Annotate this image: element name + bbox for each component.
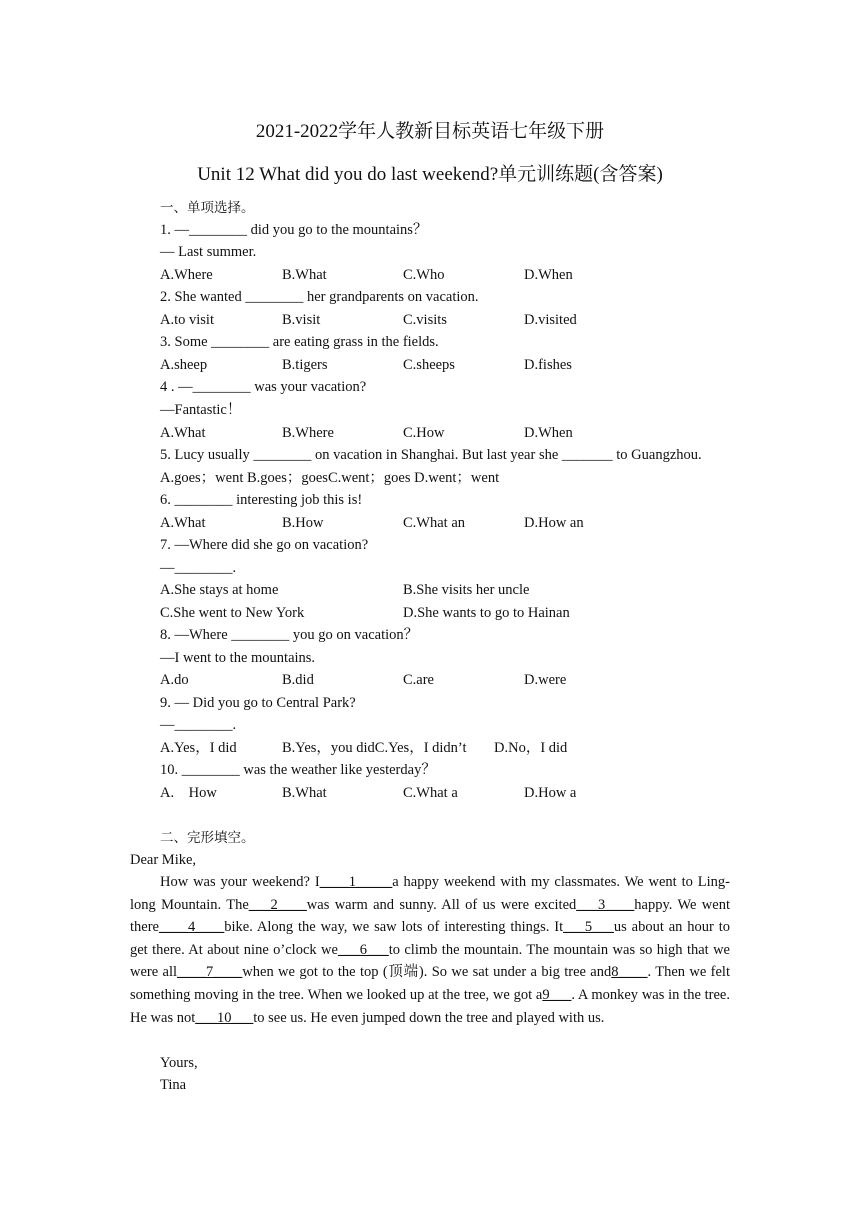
q9-stem: 9. — Did you go to Central Park? xyxy=(160,695,356,711)
document-subtitle: Unit 12 What did you do last weekend?单元训练题(含答案) xyxy=(197,164,663,185)
q6-option-d: D.How an xyxy=(524,515,584,531)
passage-text: to climb the mountain. The mountain was so high that we were all xyxy=(130,941,730,981)
q6-option-a: A.What xyxy=(160,515,206,531)
q5-options: A.goes；went B.goes；goesC.went；goes D.went；went xyxy=(160,470,500,486)
q6-option-c: C.What an xyxy=(403,515,466,531)
q1-option-c: C.Who xyxy=(403,267,445,283)
q1-option-a: A.Where xyxy=(160,267,213,283)
passage-text: bike. Along the way, we saw lots of interesting things. It xyxy=(224,919,564,936)
q1-reply: — Last summer. xyxy=(160,244,257,260)
passage-text: How was your weekend? I xyxy=(160,874,320,890)
passage-text: to see us. He even jumped down the tree and played with us. xyxy=(253,1009,605,1026)
q8-option-a: A.do xyxy=(160,672,189,688)
q3-stem: 3. Some ________ are eating grass in the fields. xyxy=(160,334,439,350)
q2-option-c: C.visits xyxy=(403,312,447,328)
q5-stem: 5. Lucy usually ________ on vacation in Shanghai. But last year she _______ to Guangzhou. xyxy=(160,447,702,463)
q9-option-a: A.Yes，I did xyxy=(160,740,237,756)
q2-option-a: A.to visit xyxy=(160,312,214,328)
section1-heading: 一、单项选择。 xyxy=(160,200,255,216)
q1-option-b: B.What xyxy=(282,267,327,283)
blank-4: ____4____ xyxy=(158,919,225,936)
q6-option-b: B.How xyxy=(282,515,324,531)
q10-stem: 10. ________ was the weather like yesterday？ xyxy=(160,762,436,778)
blank-1: ____1_____ xyxy=(319,874,393,890)
blank-10: ___10___ xyxy=(195,1009,254,1026)
q4-option-b: B.Where xyxy=(282,425,334,441)
blank-8: 8____ xyxy=(611,964,648,981)
q1-stem: 1. —________ did you go to the mountains？ xyxy=(160,222,428,238)
q9-option-d: D.No，I did xyxy=(494,740,568,756)
q6-stem: 6. ________ interesting job this is! xyxy=(160,492,363,508)
passage-text: happy. We went there xyxy=(130,896,730,936)
passage-text: us about an hour to get there. At about nine o’clock we xyxy=(130,919,730,958)
blank-5: ___5___ xyxy=(563,919,614,936)
q8-option-c: C.are xyxy=(403,672,434,688)
q8-option-d: D.were xyxy=(524,672,567,688)
q9-options-bc: B.Yes，you didC.Yes，I didn’t xyxy=(282,740,467,756)
q10-option-d: D.How a xyxy=(524,785,577,801)
q4-reply: —Fantastic！ xyxy=(160,402,242,418)
passage-text: a happy weekend with my classmates. We went to Ling-long Mountain. The xyxy=(130,874,730,913)
q7-stem: 7. —Where did she go on vacation? xyxy=(160,537,369,553)
q10-option-c: C.What a xyxy=(403,785,458,801)
q3-option-b: B.tigers xyxy=(282,357,328,373)
q3-option-d: D.fishes xyxy=(524,357,572,373)
q2-stem: 2. She wanted ________ her grandparents on vacation. xyxy=(160,289,479,305)
q7-reply: —________. xyxy=(160,560,237,576)
letter-signature: Tina xyxy=(160,1077,187,1093)
passage-text: was warm and sunny. All of us were excited xyxy=(306,896,577,913)
letter-closing: Yours, xyxy=(160,1055,198,1071)
q4-option-a: A.What xyxy=(160,425,206,441)
q1-option-d: D.When xyxy=(524,267,573,283)
q7-option-c: C.She went to New York xyxy=(160,605,305,621)
q4-option-c: C.How xyxy=(403,425,445,441)
q3-option-a: A.sheep xyxy=(160,357,208,373)
document-title: 2021-2022学年人教新目标英语七年级下册 xyxy=(255,121,605,142)
blank-2: ___2____ xyxy=(248,896,307,913)
q10-option-b: B.What xyxy=(282,785,327,801)
q10-option-a: A. How xyxy=(160,785,217,801)
q2-option-b: B.visit xyxy=(282,312,321,328)
q8-stem: 8. —Where ________ you go on vacation？ xyxy=(160,627,419,643)
q2-option-d: D.visited xyxy=(524,312,577,328)
q9-reply: —________. xyxy=(160,717,237,733)
q7-option-b: B.She visits her uncle xyxy=(403,582,530,598)
q4-stem: 4 . —________ was your vacation? xyxy=(160,379,367,395)
q3-option-c: C.sheeps xyxy=(403,357,455,373)
q7-option-a: A.She stays at home xyxy=(160,582,279,598)
cloze-passage xyxy=(130,871,730,1029)
blank-3: ___3____ xyxy=(576,896,635,913)
section2-heading: 二、完形填空。 xyxy=(160,830,255,846)
letter-greeting: Dear Mike, xyxy=(130,852,197,868)
q4-option-d: D.When xyxy=(524,425,573,441)
q8-option-b: B.did xyxy=(282,672,314,688)
q8-reply: —I went to the mountains. xyxy=(160,650,316,666)
passage-text: when we got to the top (顶端). So we sat under a big tree and xyxy=(242,964,612,981)
blank-6: ___6___ xyxy=(337,941,389,958)
blank-9: 9___ xyxy=(542,986,572,1003)
passage-text: . A monkey was in the tree. He was not xyxy=(130,986,730,1026)
q7-option-d: D.She wants to go to Hainan xyxy=(403,605,570,621)
blank-7: ____7____ xyxy=(177,964,243,981)
passage-text: . Then we felt something moving in the tree. When we looked up at the tree, we got a xyxy=(130,964,730,1003)
